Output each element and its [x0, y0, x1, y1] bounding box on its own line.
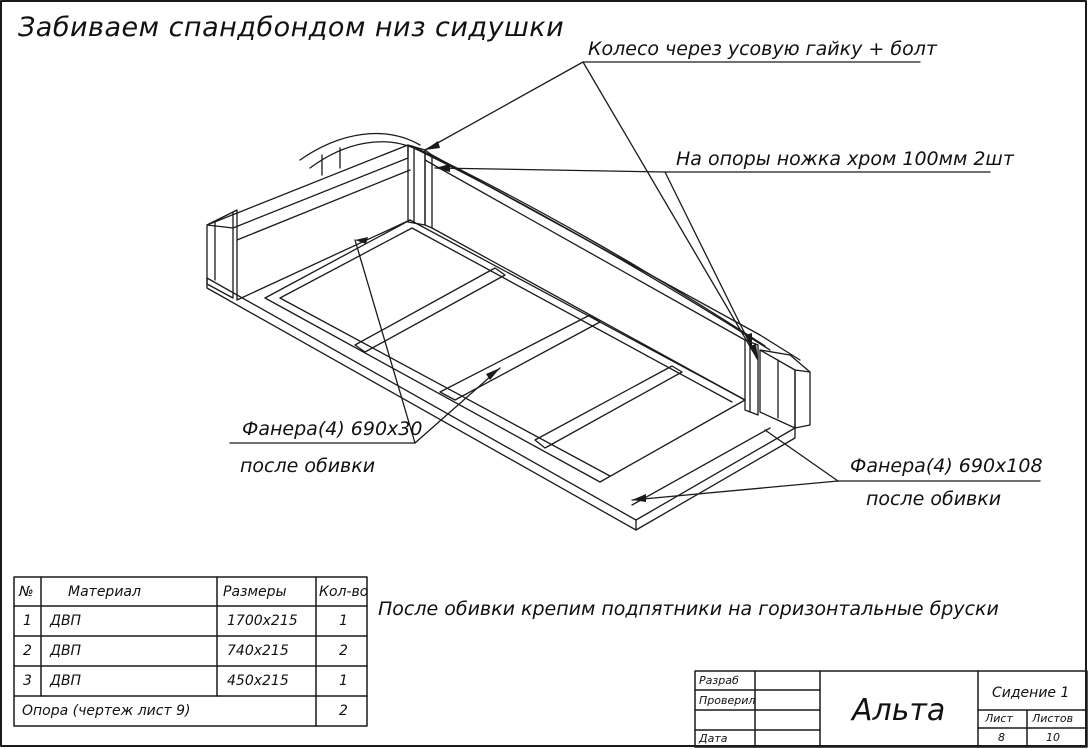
- back-panel-inner: [237, 170, 410, 240]
- arrow-legs-1: [435, 164, 450, 172]
- footnote-text: После обивки крепим подпятники на горизонтальные бруски: [378, 598, 999, 620]
- page-title: Забиваем спандбондом низ сидушки: [18, 12, 565, 43]
- callout-plywood-large-note: после обивки: [866, 488, 1002, 510]
- table-row-3-size: 450х215: [227, 673, 289, 689]
- cross-rail-3: [535, 366, 682, 448]
- base-bottom-edge: [207, 278, 795, 530]
- cross-rail-1: [355, 268, 505, 352]
- plywood-small-leader-2: [355, 240, 415, 443]
- table-row-1-size: 1700х215: [227, 613, 298, 629]
- table-row-2-material: ДВП: [50, 643, 82, 659]
- table-header-size: Размеры: [223, 584, 287, 600]
- front-rail-inner: [280, 298, 610, 476]
- table-row-1-qty: 1: [339, 613, 348, 629]
- callout-plywood-small-note: после обивки: [240, 455, 376, 477]
- arrow-wheel-1: [425, 141, 440, 150]
- table-row-3-num: 3: [23, 673, 32, 689]
- title-block-sheet-label: Лист: [985, 712, 1013, 725]
- table-header-material: Материал: [68, 584, 141, 600]
- back-panel-bottom: [237, 220, 410, 300]
- table-row-3-qty: 1: [339, 673, 348, 689]
- wheel-leader-2: [583, 62, 758, 360]
- table-header-qty: Кол-во: [319, 584, 369, 600]
- plywood-large-leader-2: [765, 430, 838, 481]
- callout-plywood-small: Фанера(4) 690х30: [242, 418, 423, 440]
- title-block-sheets-value: 10: [1046, 731, 1060, 744]
- right-end-panel-side: [795, 370, 810, 428]
- plywood-small-leader-1: [415, 368, 500, 443]
- title-block-developed: Разраб: [699, 674, 739, 687]
- arrow-wheel-2: [750, 344, 758, 360]
- table-row-2-num: 2: [23, 643, 32, 659]
- back-cap-curve-inner: [310, 142, 418, 168]
- table-row-3-material: ДВП: [50, 673, 82, 689]
- arrow-ply-large-1: [632, 494, 646, 502]
- title-block-part: Сидение 1: [992, 685, 1070, 701]
- title-block-sheets-label: Листов: [1032, 712, 1074, 725]
- title-block-checked: Проверил: [699, 694, 756, 707]
- table-header-num: №: [19, 584, 34, 600]
- title-block-date: Дата: [699, 732, 728, 745]
- corner-post-back: [408, 145, 425, 225]
- wheel-leader-1: [425, 62, 583, 150]
- legs-leader-1: [435, 168, 665, 172]
- right-end-panel-top: [760, 350, 810, 372]
- table-row-2-qty: 2: [339, 643, 348, 659]
- callout-legs: На опоры ножка хром 100мм 2шт: [676, 148, 1014, 170]
- table-row-2-size: 740х215: [227, 643, 289, 659]
- plywood-large-leader-1: [632, 481, 838, 500]
- legs-leader-2: [665, 172, 752, 348]
- table-footer-label: Опора (чертеж лист 9): [22, 703, 191, 719]
- table-row-1-num: 1: [23, 613, 32, 629]
- cross-rail-2: [440, 315, 600, 400]
- sheet-border: [1, 1, 1086, 746]
- table-footer-qty: 2: [339, 703, 348, 719]
- callout-wheel: Колесо через усовую гайку + болт: [588, 38, 937, 60]
- title-block-product: Альта: [852, 693, 946, 728]
- table-row-1-material: ДВП: [50, 613, 82, 629]
- callout-plywood-large: Фанера(4) 690х108: [850, 455, 1043, 477]
- title-block-sheet-value: 8: [998, 731, 1005, 744]
